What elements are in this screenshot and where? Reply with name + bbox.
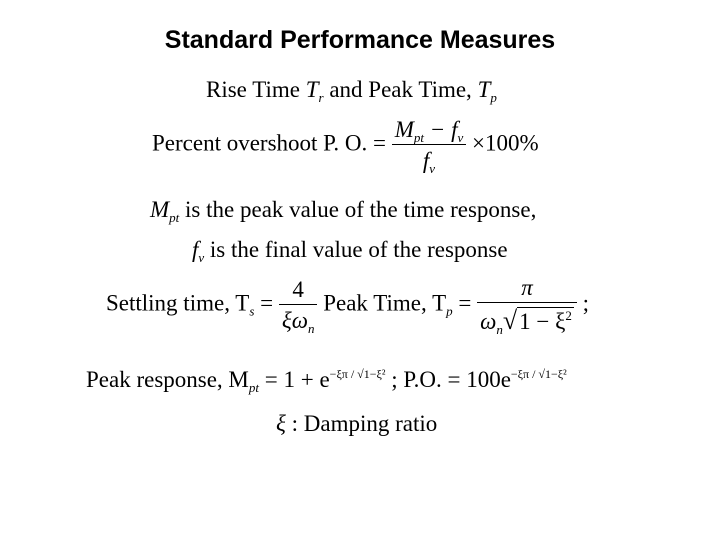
- peak-time-denominator: [477, 303, 577, 337]
- equals-2: =: [452, 290, 472, 316]
- percent-overshoot-formula: [152, 117, 539, 176]
- final-value-definition: [192, 237, 508, 265]
- peak-time-label: Peak Time, T: [323, 290, 447, 316]
- settling-numerator: 4: [279, 278, 318, 305]
- tp-sub: p: [490, 90, 497, 105]
- sqrt-icon: √: [502, 306, 518, 335]
- overshoot-numerator: [392, 118, 467, 145]
- tp-symbol: T: [477, 77, 491, 102]
- semicolon: ;: [582, 290, 590, 316]
- tr-symbol: T: [305, 77, 319, 102]
- peak-response-sub: pt: [248, 380, 260, 395]
- peak-response-label: Peak response, M: [86, 367, 249, 392]
- power-two: 2: [565, 308, 572, 323]
- settling-denominator: [279, 305, 318, 336]
- omega-n-sub: n: [496, 322, 503, 337]
- final-value-text: is the final value of the response: [204, 237, 508, 262]
- xi-omega: ξω: [281, 308, 308, 333]
- xi-symbol: ξ: [276, 411, 286, 436]
- po-formula: ; P.O. = 100e: [385, 367, 511, 392]
- settling-time-label: Settling time, T: [106, 290, 250, 316]
- peak-value-text: is the peak value of the time response,: [179, 197, 537, 222]
- f-def-symbol: f: [192, 237, 199, 262]
- peak-sub: p: [446, 303, 453, 319]
- m-def-sub: pt: [169, 210, 180, 225]
- f-den-sub: v: [429, 161, 436, 176]
- overshoot-denominator: [392, 145, 467, 176]
- omega-symbol: ω: [480, 309, 497, 334]
- settling-sub: s: [249, 303, 255, 319]
- page-title: Standard Performance Measures: [164, 26, 556, 54]
- radicand: [517, 307, 574, 333]
- tr-sub: r: [318, 90, 324, 105]
- exponent-2: −ξπ / √1−ξ²: [510, 367, 567, 381]
- times-100-label: ×100%: [472, 130, 539, 156]
- f-symbol: f: [422, 148, 430, 173]
- m-symbol: M: [394, 117, 414, 142]
- overshoot-fraction: [392, 117, 467, 176]
- equals-1: =: [254, 290, 274, 316]
- f-sub: v: [457, 130, 464, 145]
- f-def-sub: v: [198, 250, 205, 265]
- rise-time-label: Rise Time: [206, 77, 306, 102]
- and-peak-label: and Peak Time,: [323, 77, 478, 102]
- m-def-symbol: M: [150, 197, 170, 222]
- damping-ratio-text: : Damping ratio: [285, 411, 438, 436]
- settling-peak-formula: [106, 275, 590, 337]
- damping-ratio-line: [276, 412, 437, 435]
- peak-response-formula: [86, 367, 567, 395]
- radicand-text: 1 − ξ: [519, 309, 566, 334]
- peak-time-fraction: [477, 275, 577, 337]
- percent-overshoot-label: Percent overshoot P. O. =: [152, 130, 386, 156]
- pi-symbol: π: [521, 275, 533, 300]
- settling-fraction: [279, 277, 318, 336]
- rise-peak-time-line: [206, 77, 497, 105]
- m-sub: pt: [413, 130, 425, 145]
- peak-time-numerator: [477, 276, 577, 303]
- peak-value-definition: [150, 197, 537, 225]
- minus-f: − f: [424, 117, 458, 142]
- exponent-1: −ξπ / √1−ξ²: [329, 367, 386, 381]
- one-plus-e: = 1 + e: [259, 367, 330, 392]
- omega-sub: n: [307, 321, 315, 336]
